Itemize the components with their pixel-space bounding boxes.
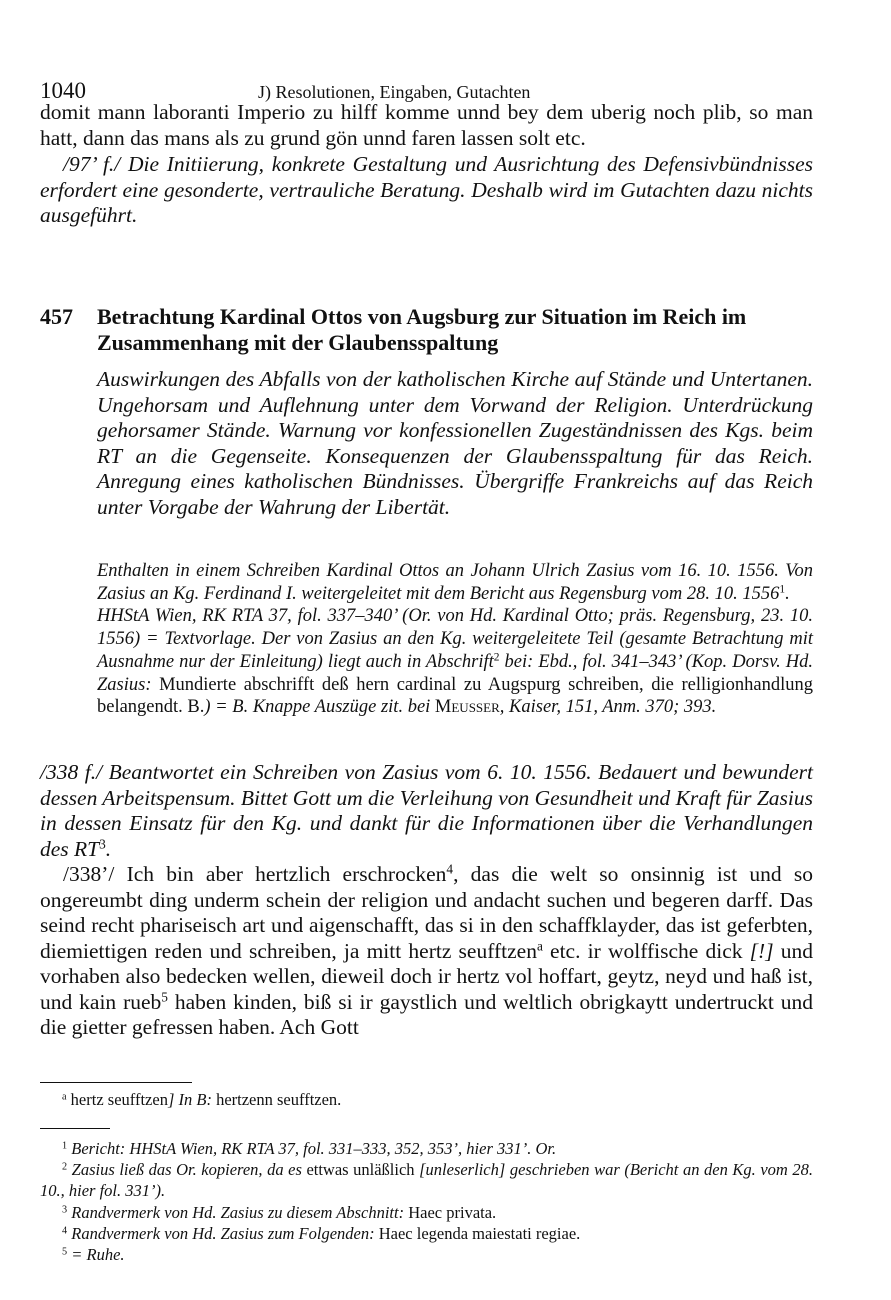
text-run: /97’ f./ Die Initiierung, konkrete Gestaltung und Ausrichtung des Defensivbündnisses erfordert eine gesonderte, vertrauliche Beratung. Deshalb wird im Gutachten dazu nichts ausgeführt. xyxy=(40,152,813,227)
footnote-marker: 3 xyxy=(99,836,106,852)
footnote-marker: 5 xyxy=(62,1246,68,1258)
text-run: etc. ir wolffische dick xyxy=(542,938,750,963)
footnote xyxy=(40,1138,813,1159)
footnote xyxy=(40,1223,813,1244)
text-run: hertzenn seufftzen. xyxy=(216,1090,342,1109)
text-run: Auswirkungen des Abfalls von der katholischen Kirche auf Stände und Untertanen. Ungehorsam und Auflehnung unter dem Vorwand der Religion. Unterdrückung gehorsamer Stände. Warnung vor konfessionellen Zugeständnissen des Kgs. beim RT an die Gegenseite. Konsequenzen der Glaubensspaltung für das Reich. Anregung eines katholischen Bündnisses. Übergriffe Frankreichs auf das Reich unter Vorgabe der Wahrung der Libertät. xyxy=(97,367,813,519)
text-run: HHStA Wien, RK RTA 37, fol. 337–340’ (Or. von Hd. Kardinal Otto; präs. Regensburg, 23. 10. 1556) = Textvorlage. Der von Zasius an den Kg. weitergeleitete Teil (gesamte Betrachtung mit Ausnahme nur der Einleitung) liegt auch in Abschrift xyxy=(97,606,813,672)
footnote-divider xyxy=(40,1082,192,1083)
footnote-marker: 2 xyxy=(493,651,500,664)
footnote-marker: 2 xyxy=(62,1161,68,1173)
text-run: Enthalten in einem Schreiben Kardinal Ottos an Johann Ulrich Zasius vom 16. 10. 1556. Von Zasius an Kg. Ferdinand I. weitergeleitet mit dem Bericht aus Regensburg vom 28. 10. 1556 xyxy=(97,561,813,604)
text-critical-footnote xyxy=(40,1089,813,1110)
document-summary xyxy=(97,367,813,520)
document-number: 457 xyxy=(40,304,73,329)
editorial-summary-paragraph xyxy=(40,760,813,862)
footnote-marker: 4 xyxy=(446,861,454,877)
text-run: . xyxy=(105,836,112,861)
body-paragraph xyxy=(40,100,813,151)
text-run: , das die welt so onsinnig ist und so ongereumbt ding underm schein der religion und andacht suchen und begeren darff. Das seind recht phariseisch art und aigenschafft, das si in den schaffklayder, das ist geferbten, diemiettigen reden und schreiben, ja mitt hertz seufftzen xyxy=(40,862,813,963)
text-run: Haec privata. xyxy=(408,1202,497,1222)
text-run: [unleserlich] geschrieben war (Bericht an den Kg. vom 28. 10., hier fol. 331’). xyxy=(40,1160,813,1201)
text-run: /338’/ Ich bin aber hertzlich erschrocken xyxy=(63,862,447,886)
editorial-note-paragraph xyxy=(40,152,813,229)
text-run: Randvermerk von Hd. Zasius zu diesem Abschnitt: xyxy=(67,1202,409,1222)
text-run: bei: Ebd., fol. 341–343’ (Kop. Dorsv. Hd. Zasius: xyxy=(97,651,813,695)
text-run: [!] xyxy=(749,938,774,963)
text-run: /338 f./ Beantwortet ein Schreiben von Zasius vom 6. 10. 1556. Bedauert und bewundert dessen Arbeitspensum. Bittet Gott um die Verleihung von Gesundheit und Kraft für Zasius in dessen Einsatz für den Kg. und dankt für die Informationen über die Verhandlungen des RT xyxy=(40,760,813,861)
source-note xyxy=(97,560,813,719)
text-run: . xyxy=(785,583,790,604)
footnote-marker: 5 xyxy=(161,989,168,1005)
footnote-marker: a xyxy=(536,938,543,954)
footnote-marker: 4 xyxy=(62,1225,68,1237)
footnote xyxy=(40,1244,813,1265)
text-run: haben kinden, biß si ir gaystlich und weltlich obrigkaytt undertruckt und die gietter gefressen haben. Ach Gott xyxy=(40,989,814,1039)
footnote-marker: 1 xyxy=(62,1140,68,1152)
running-title: J) Resolutionen, Eingaben, Gutachten xyxy=(258,82,531,102)
footnote-divider xyxy=(40,1128,110,1129)
text-run: domit mann laboranti Imperio zu hilff komme unnd bey dem uberig noch plib, so man hatt, dann das mans als zu grund gön unnd faren lassen solt etc. xyxy=(40,100,813,150)
footnote-marker: a xyxy=(62,1091,67,1103)
text-run: ettwas unläßlich xyxy=(306,1160,420,1180)
footnotes xyxy=(40,1138,813,1265)
text-run: hertz seufftzen xyxy=(66,1090,168,1109)
text-run: und vorhaben also bedecken wellen, dieweil doch ir hertz vol hoffart, geytz, neyd und haß ist, und kain rueb xyxy=(40,938,813,1014)
text-run: ) = B. Knappe Auszüge zit. bei xyxy=(204,697,435,718)
text-run: = Ruhe. xyxy=(67,1245,125,1265)
footnote-marker: 3 xyxy=(62,1203,68,1215)
document-heading: Betrachtung Kardinal Ottos von Augsburg zur Situation im Reich im Zusammenhang mit der Glaubensspaltung xyxy=(97,304,747,355)
body-paragraph xyxy=(40,862,813,1041)
text-run: Haec legenda maiestati regiae. xyxy=(378,1223,581,1243)
text-run: Meusser xyxy=(434,697,500,718)
text-run: ] In B: xyxy=(167,1090,217,1109)
text-run: Zasius ließ das Or. kopieren, da es xyxy=(67,1160,307,1180)
footnote xyxy=(40,1159,813,1201)
text-run: , Kaiser, 151, Anm. 370; 393. xyxy=(499,697,717,718)
text-run: Bericht: HHStA Wien, RK RTA 37, fol. 331–333, 352, 353’, hier 331’. Or. xyxy=(67,1139,557,1158)
text-run: Mundierte abschrifft deß hern cardinal zu Augspurg schreiben, die relligionhandlung belangendt. B. xyxy=(97,674,813,718)
footnote-marker: 1 xyxy=(779,583,786,596)
text-run: Randvermerk von Hd. Zasius zum Folgenden: xyxy=(67,1223,379,1243)
footnote xyxy=(40,1202,813,1223)
page-number: 1040 xyxy=(40,78,86,103)
